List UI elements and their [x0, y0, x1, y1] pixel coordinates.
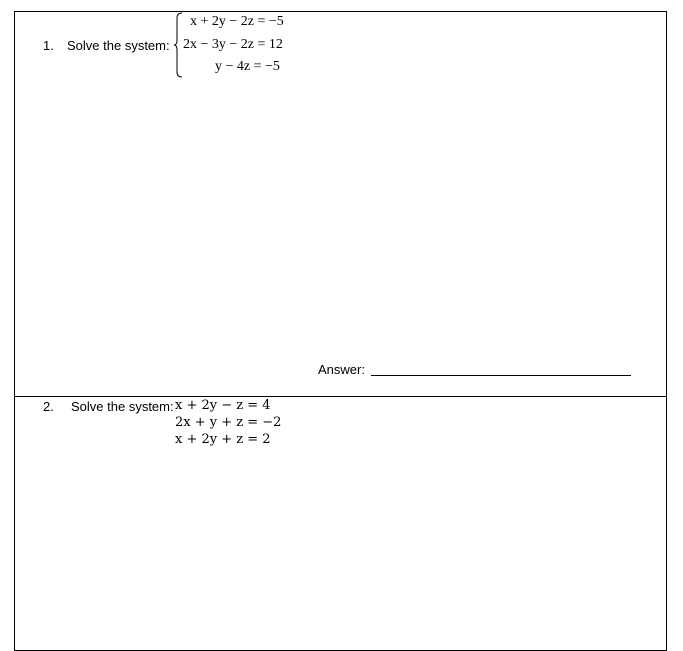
problem-1-equation-3: y − 4z = −5 — [215, 59, 280, 74]
left-brace-icon — [173, 12, 183, 78]
answer-blank[interactable] — [371, 375, 631, 376]
problem-2-equation-3: x + 2y + z = 2 — [175, 432, 271, 447]
problem-1-equation-1: x + 2y − 2z = −5 — [190, 14, 284, 29]
problem-1-prompt: Solve the system: — [67, 38, 170, 53]
problem-2-prompt: Solve the system: — [71, 399, 174, 414]
problem-1-number: 1. — [43, 38, 54, 53]
problem-1-equation-2: 2x − 3y − 2z = 12 — [183, 37, 283, 52]
problem-2-equation-2: 2x + y + z = −2 — [175, 415, 282, 430]
answer-label: Answer: — [318, 362, 365, 377]
section-divider — [14, 396, 667, 397]
worksheet-frame — [14, 11, 667, 651]
problem-2-number: 2. — [43, 399, 54, 414]
problem-2-equation-1: x + 2y − z = 4 — [175, 398, 271, 413]
